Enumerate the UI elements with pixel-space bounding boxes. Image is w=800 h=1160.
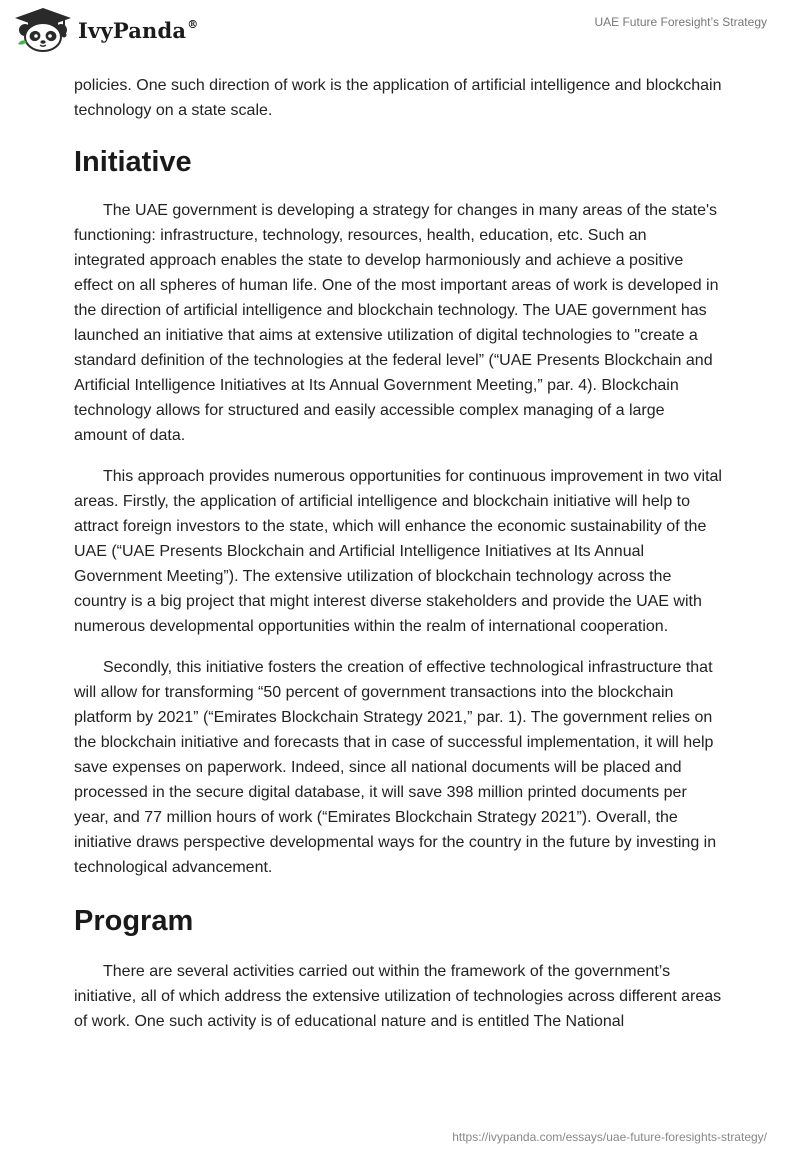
brand-name: IvyPanda® — [78, 17, 199, 43]
document-title: UAE Future Foresight’s Strategy — [594, 15, 767, 29]
paragraph: There are several activities carried out within the framework of the government’s initiative, all of which address the extensive utilization of technologies across different areas of work. One such activity is of educational nature and is entitled The National — [74, 963, 722, 1030]
paragraph: This approach provides numerous opportunities for continuous improvement in two vital areas. Firstly, the application of artificial intelligence and blockchain initiative will help to attract foreign investors to the state, which will enhance the economic sustainability of the UAE (“UAE Presents Blockchain and Artificial Intelligence Initiatives at Its Annual Government Meeting”). The extensive utilization of blockchain technology across the country is a big project that might interest diverse stakeholders and provide the UAE with numerous developmental opportunities within the realm of international cooperation. — [74, 468, 722, 635]
registered-mark: ® — [187, 17, 199, 31]
ivypanda-logo[interactable] — [14, 6, 198, 52]
paragraph: Secondly, this initiative fosters the creation of effective technological infrastructure that will allow for transforming “50 percent of government transactions into the blockchain platform by 2021” (“Emirates Blockchain Strategy 2021,” par. 1). The government relies on the blockchain initiative and forecasts that in case of successful implementation, it will help save expenses on paperwork. Indeed, since all national documents will be placed and processed in the secure digital database, it will save 398 million printed documents per year, and 77 million hours of work (“Emirates Blockchain Strategy 2021”). Overall, the initiative draws perspective developmental ways for the country in the future by investing in technological advancement. — [74, 659, 717, 876]
paragraph: The UAE government is developing a strategy for changes in many areas of the state's functioning: infrastructure, technology, resources, health, education, etc. Such an integrated approach enables the state to develop harmoniously and achieve a positive effect on all spheres of human life. One of the most important areas of work is developed in the direction of artificial intelligence and blockchain technology. The UAE government has launched an initiative that aims at extensive utilization of digital technologies to "create a standard definition of the technologies at the federal level” (“UAE Presents Blockchain and Artificial Intelligence Initiatives at Its Annual Government Meeting,” par. 4). Blockchain technology allows for structured and easily accessible complex managing of a large amount of data. — [74, 202, 719, 444]
section-heading-initiative: Initiative — [74, 146, 192, 178]
page-header — [0, 0, 800, 64]
panda-graduate-icon — [14, 6, 72, 52]
intro-paragraph-tail: policies. One such direction of work is the application of artificial intelligence and blockchain technology on a state scale. — [74, 77, 722, 119]
source-url-link[interactable]: https://ivypanda.com/essays/uae-future-foresights-strategy/ — [452, 1130, 767, 1144]
essay-body — [74, 73, 722, 1034]
section-heading-program: Program — [74, 905, 194, 937]
